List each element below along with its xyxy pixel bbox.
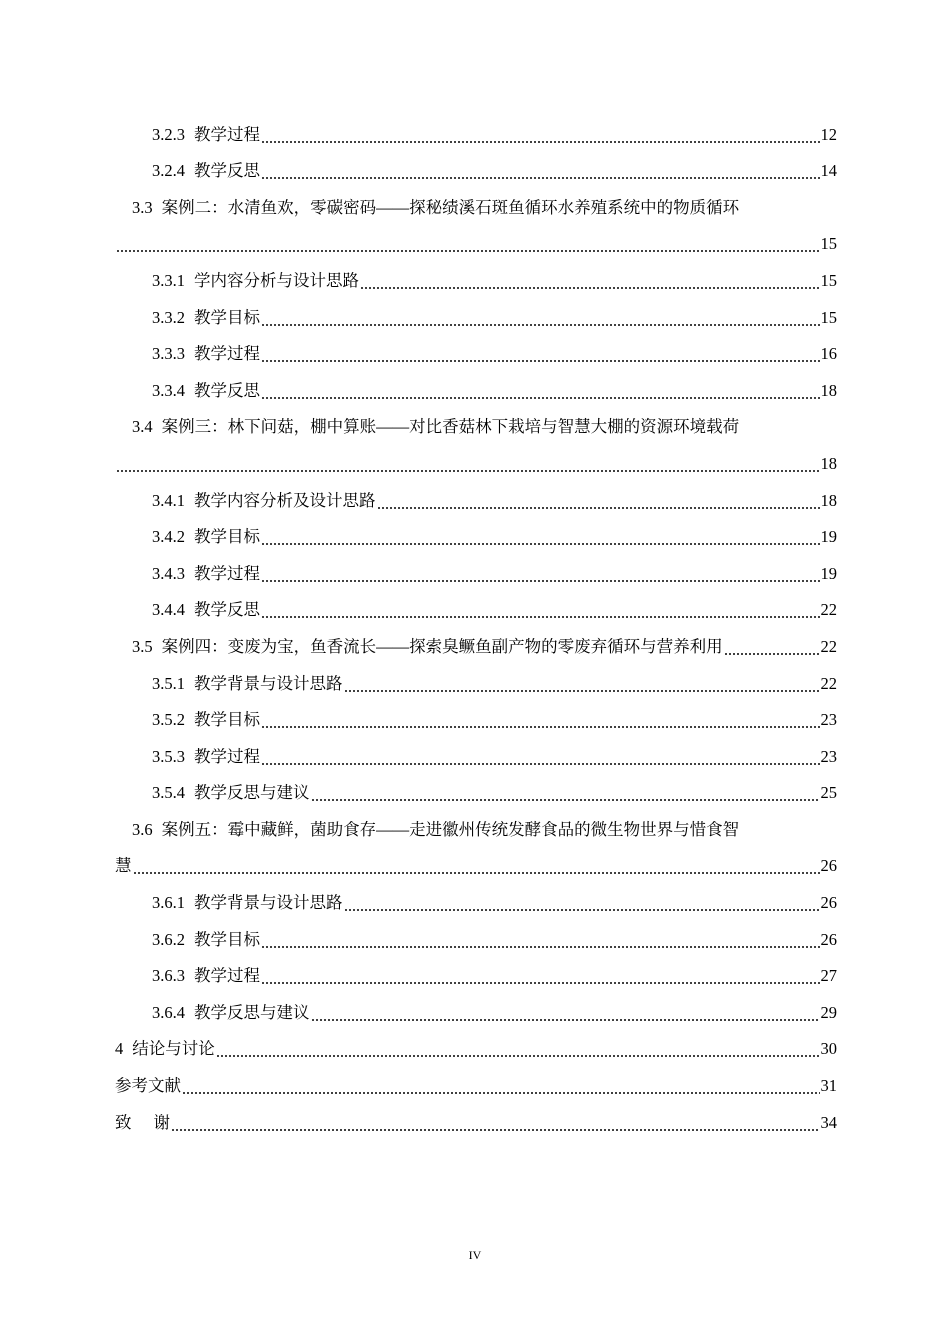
toc-entry-3-6-continuation[interactable] [115, 840, 837, 877]
dot-leader [261, 344, 820, 364]
toc-page-number: 18 [820, 490, 837, 510]
dot-leader [724, 637, 820, 657]
toc-page-number: 26 [820, 929, 837, 949]
table-of-contents [115, 108, 837, 1133]
dot-leader [261, 710, 820, 730]
toc-page-number: 27 [820, 966, 837, 986]
toc-title-continuation: 慧 [115, 856, 132, 876]
toc-page-number: 19 [820, 527, 837, 547]
dot-leader [261, 527, 820, 547]
toc-page-number: 22 [820, 673, 837, 693]
toc-number: 3.5.4 [152, 783, 185, 803]
toc-title: 教学目标 [194, 929, 260, 949]
toc-title: 教学背景与设计思路 [194, 893, 343, 913]
toc-page-number: 26 [820, 893, 837, 913]
dot-leader [377, 491, 820, 511]
toc-number: 3.6.3 [152, 966, 185, 986]
dot-leader [344, 893, 820, 913]
dot-leader [116, 234, 820, 254]
toc-entry-3-4-3[interactable] [115, 547, 837, 584]
toc-number: 3.4.1 [152, 490, 185, 510]
toc-page-number: 16 [820, 344, 837, 364]
toc-page-number: 18 [820, 380, 837, 400]
toc-page-number: 15 [820, 234, 837, 254]
dot-leader [261, 966, 820, 986]
toc-title: 教学过程 [194, 563, 260, 583]
toc-number: 3.6.1 [152, 893, 185, 913]
toc-title: 教学过程 [194, 124, 260, 144]
toc-page-number: 14 [820, 161, 837, 181]
toc-number: 3.3.1 [152, 270, 185, 290]
toc-entry-3-6-1[interactable] [115, 876, 837, 913]
toc-title: 教学反思 [194, 380, 260, 400]
toc-title-part-a: 致 [115, 1112, 132, 1132]
toc-page-number: 18 [820, 453, 837, 473]
toc-title: 案例三：林下问菇，棚中算账——对比香菇林下栽培与智慧大棚的资源环境载荷 [161, 417, 740, 437]
toc-number: 3.5.1 [152, 673, 185, 693]
dot-leader [344, 674, 820, 694]
toc-page-number: 22 [820, 636, 837, 656]
toc-number: 3.2.3 [152, 124, 185, 144]
toc-entry-4[interactable] [115, 1023, 837, 1060]
toc-entry-3-4-2[interactable] [115, 511, 837, 548]
toc-number: 3.6.4 [152, 1002, 185, 1022]
toc-number: 3.5 [132, 636, 153, 656]
toc-entry-3-3-continuation[interactable] [115, 218, 837, 255]
toc-page-number: 26 [820, 856, 837, 876]
toc-title-part-b: 谢 [153, 1112, 170, 1132]
toc-number: 3.3 [132, 197, 153, 217]
toc-title: 教学目标 [194, 527, 260, 547]
toc-title: 教学反思 [194, 161, 260, 181]
toc-number: 3.6 [132, 819, 153, 839]
toc-page-number: 19 [820, 563, 837, 583]
toc-title: 案例四：变废为宝，鱼香流长——探索臭鳜鱼副产物的零废弃循环与营养利用 [161, 636, 723, 656]
toc-page-number: 29 [820, 1002, 837, 1022]
toc-entry-3-3-2[interactable] [115, 291, 837, 328]
toc-entry-3-6[interactable] [115, 803, 837, 840]
toc-entry-3-5-4[interactable] [115, 767, 837, 804]
toc-page-number: 22 [820, 600, 837, 620]
dot-leader [133, 856, 820, 876]
dot-leader [182, 1076, 820, 1096]
dot-leader [216, 1039, 820, 1059]
toc-number: 3.3.2 [152, 307, 185, 327]
toc-number: 3.5.3 [152, 746, 185, 766]
toc-title: 结论与讨论 [132, 1039, 215, 1059]
toc-number: 3.4.3 [152, 563, 185, 583]
toc-page-number: 34 [820, 1112, 837, 1132]
toc-number: 3.5.2 [152, 710, 185, 730]
toc-page-number: 25 [820, 783, 837, 803]
toc-title: 教学过程 [194, 966, 260, 986]
toc-title: 学内容分析与设计思路 [194, 270, 359, 290]
toc-entry-references[interactable] [115, 1059, 837, 1096]
toc-title: 案例二：水清鱼欢，零碳密码——探秘绩溪石斑鱼循环水养殖系统中的物质循环 [161, 197, 740, 217]
toc-title: 案例五：霉中藏鲜，菌助食存——走进徽州传统发酵食品的微生物世界与惜食智 [161, 819, 740, 839]
dot-leader [261, 600, 820, 620]
toc-entry-3-5-3[interactable] [115, 730, 837, 767]
toc-number: 3.2.4 [152, 161, 185, 181]
toc-page-number: 15 [820, 270, 837, 290]
toc-number: 3.4.2 [152, 527, 185, 547]
toc-entry-3-5-1[interactable] [115, 657, 837, 694]
toc-number: 4 [115, 1039, 124, 1059]
toc-title: 教学目标 [194, 710, 260, 730]
dot-leader [261, 308, 820, 328]
dot-leader [261, 125, 820, 145]
toc-entry-3-4[interactable] [115, 401, 837, 438]
dot-leader [171, 1113, 820, 1133]
toc-entry-3-4-4[interactable] [115, 584, 837, 621]
dot-leader [116, 454, 820, 474]
toc-entry-3-3-1[interactable] [115, 254, 837, 291]
toc-number: 3.4.4 [152, 600, 185, 620]
toc-title: 教学过程 [194, 746, 260, 766]
dot-leader [311, 783, 820, 803]
toc-entry-3-2-4[interactable] [115, 145, 837, 182]
toc-title: 教学过程 [194, 344, 260, 364]
toc-entry-3-4-continuation[interactable] [115, 437, 837, 474]
dot-leader [261, 930, 820, 950]
dot-leader [311, 1003, 820, 1023]
toc-page-number: 23 [820, 746, 837, 766]
toc-page-number: 23 [820, 710, 837, 730]
toc-entry-3-3-4[interactable] [115, 364, 837, 401]
toc-number: 3.4 [132, 417, 153, 437]
toc-title: 教学反思与建议 [194, 1002, 310, 1022]
toc-number: 3.6.2 [152, 929, 185, 949]
toc-title: 教学反思与建议 [194, 783, 310, 803]
toc-title: 参考文献 [115, 1076, 181, 1096]
toc-page-number: 15 [820, 307, 837, 327]
toc-entry-3-3-3[interactable] [115, 328, 837, 365]
toc-page-number: 31 [820, 1076, 837, 1096]
toc-entry-3-6-4[interactable] [115, 986, 837, 1023]
toc-entry-3-3[interactable] [115, 181, 837, 218]
toc-page-number: 30 [820, 1039, 837, 1059]
toc-entry-acknowledgements[interactable] [115, 1096, 837, 1133]
toc-entry-3-6-2[interactable] [115, 913, 837, 950]
toc-title: 教学内容分析及设计思路 [194, 490, 376, 510]
toc-entry-3-2-3[interactable] [115, 108, 837, 145]
toc-title: 教学反思 [194, 600, 260, 620]
toc-entry-3-5-2[interactable] [115, 694, 837, 731]
toc-entry-3-5[interactable] [115, 620, 837, 657]
toc-title: 教学背景与设计思路 [194, 673, 343, 693]
page-number: IV [468, 1248, 482, 1262]
dot-leader [261, 381, 820, 401]
toc-title: 教学目标 [194, 307, 260, 327]
dot-leader [261, 161, 820, 181]
toc-page-number: 12 [820, 124, 837, 144]
toc-number: 3.3.3 [152, 344, 185, 364]
dot-leader [360, 271, 820, 291]
dot-leader [261, 747, 820, 767]
dot-leader [261, 564, 820, 584]
toc-entry-3-4-1[interactable] [115, 474, 837, 511]
toc-number: 3.3.4 [152, 380, 185, 400]
toc-entry-3-6-3[interactable] [115, 950, 837, 987]
